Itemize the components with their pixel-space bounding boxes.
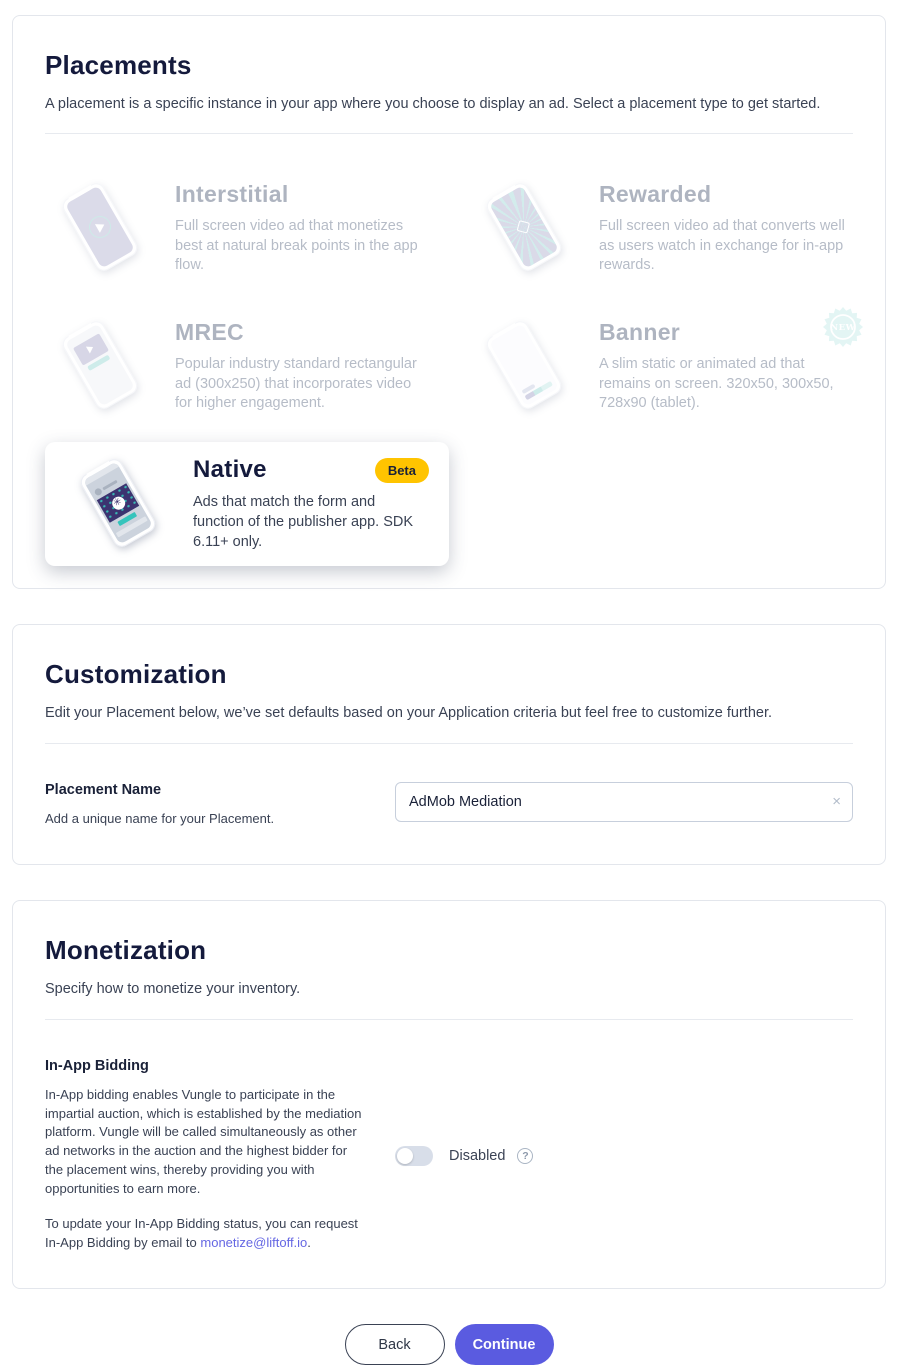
in-app-bidding-row	[45, 1058, 853, 1253]
monetization-card	[12, 900, 886, 1289]
placement-description: Full screen video ad that monetizes best at natural break points in the app flow.	[175, 217, 418, 274]
placement-description: Ads that match the form and function of the publisher app. SDK 6.11+ only.	[193, 494, 414, 550]
shutter-icon: ✳	[109, 494, 127, 512]
rewarded-phone-icon	[471, 180, 583, 276]
placement-title: Banner	[599, 318, 681, 345]
placement-title: Rewarded	[599, 180, 712, 207]
placement-title: Native	[193, 456, 267, 484]
back-button[interactable]: Back	[345, 1324, 445, 1365]
monetization-title: Monetization	[45, 935, 207, 966]
placement-option-mrec[interactable]	[47, 318, 427, 414]
in-app-bidding-toggle-row	[395, 1058, 533, 1253]
footer-actions	[12, 1324, 886, 1365]
placement-name-row	[45, 782, 853, 829]
monetize-email-link[interactable]: monetize@liftoff.io	[200, 1234, 308, 1250]
customization-subtitle: Edit your Placement below, we’ve set defaults based on your Application criteria but feel free to customize further.	[45, 705, 773, 722]
help-icon[interactable]: ?	[517, 1148, 533, 1164]
placement-setup-page	[12, 0, 886, 1365]
continue-button[interactable]: Continue	[455, 1324, 554, 1365]
divider	[45, 743, 853, 744]
placement-description: Full screen video ad that converts well as users watch in exchange for in-app rewards.	[599, 217, 845, 274]
in-app-bidding-request-text	[45, 1215, 365, 1253]
in-app-bidding-label: In-App Bidding	[45, 1057, 149, 1074]
banner-phone-icon	[471, 318, 583, 414]
in-app-bidding-description: In-App bidding enables Vungle to participate in the impartial auction, which is established by the mediation platform. Vungle will be called simultaneously as other ad networks in the auction and the highest bidder for the placement wins, thereby providing you with opportunities to earn more.	[45, 1086, 362, 1196]
placement-name-help: Add a unique name for your Placement.	[45, 810, 275, 826]
mrec-phone-icon	[47, 318, 159, 414]
interstitial-phone-icon	[47, 180, 159, 276]
new-badge-icon	[823, 307, 863, 347]
svg-text:NEW: NEW	[830, 323, 856, 334]
beta-badge: Beta	[375, 458, 429, 483]
placement-option-rewarded[interactable]	[471, 180, 851, 276]
in-app-bidding-toggle[interactable]	[395, 1146, 433, 1166]
placement-name-label: Placement Name	[45, 781, 162, 798]
toggle-state-label: Disabled	[449, 1147, 506, 1164]
placement-option-interstitial[interactable]	[47, 180, 427, 276]
customization-title: Customization	[45, 659, 227, 690]
placement-name-input[interactable]	[395, 782, 853, 822]
placement-description: A slim static or animated ad that remains on screen. 320x50, 300x50, 728x90 (tablet).	[599, 355, 834, 412]
sentence-period: .	[307, 1234, 311, 1250]
monetization-subtitle: Specify how to monetize your inventory.	[45, 981, 301, 998]
placement-option-native-selected[interactable]	[45, 442, 449, 566]
placement-description: Popular industry standard rectangular ad (300x250) that incorporates video for higher engagement.	[175, 355, 417, 412]
placement-title: MREC	[175, 318, 244, 345]
native-phone-icon	[65, 456, 177, 552]
divider	[45, 1019, 853, 1020]
clear-input-icon[interactable]: ×	[832, 792, 841, 810]
placements-card	[12, 15, 886, 589]
placements-subtitle: A placement is a specific instance in your app where you choose to display an ad. Select a placement type to get started.	[45, 96, 821, 112]
placement-type-grid	[45, 180, 856, 552]
divider	[45, 133, 853, 134]
placement-option-banner[interactable]	[471, 318, 856, 414]
placement-title: Interstitial	[175, 180, 289, 207]
placements-title: Placements	[45, 50, 192, 80]
request-text: To update your In-App Bidding status, you can request In-App Bidding by email to	[45, 1215, 358, 1250]
customization-card	[12, 624, 886, 865]
